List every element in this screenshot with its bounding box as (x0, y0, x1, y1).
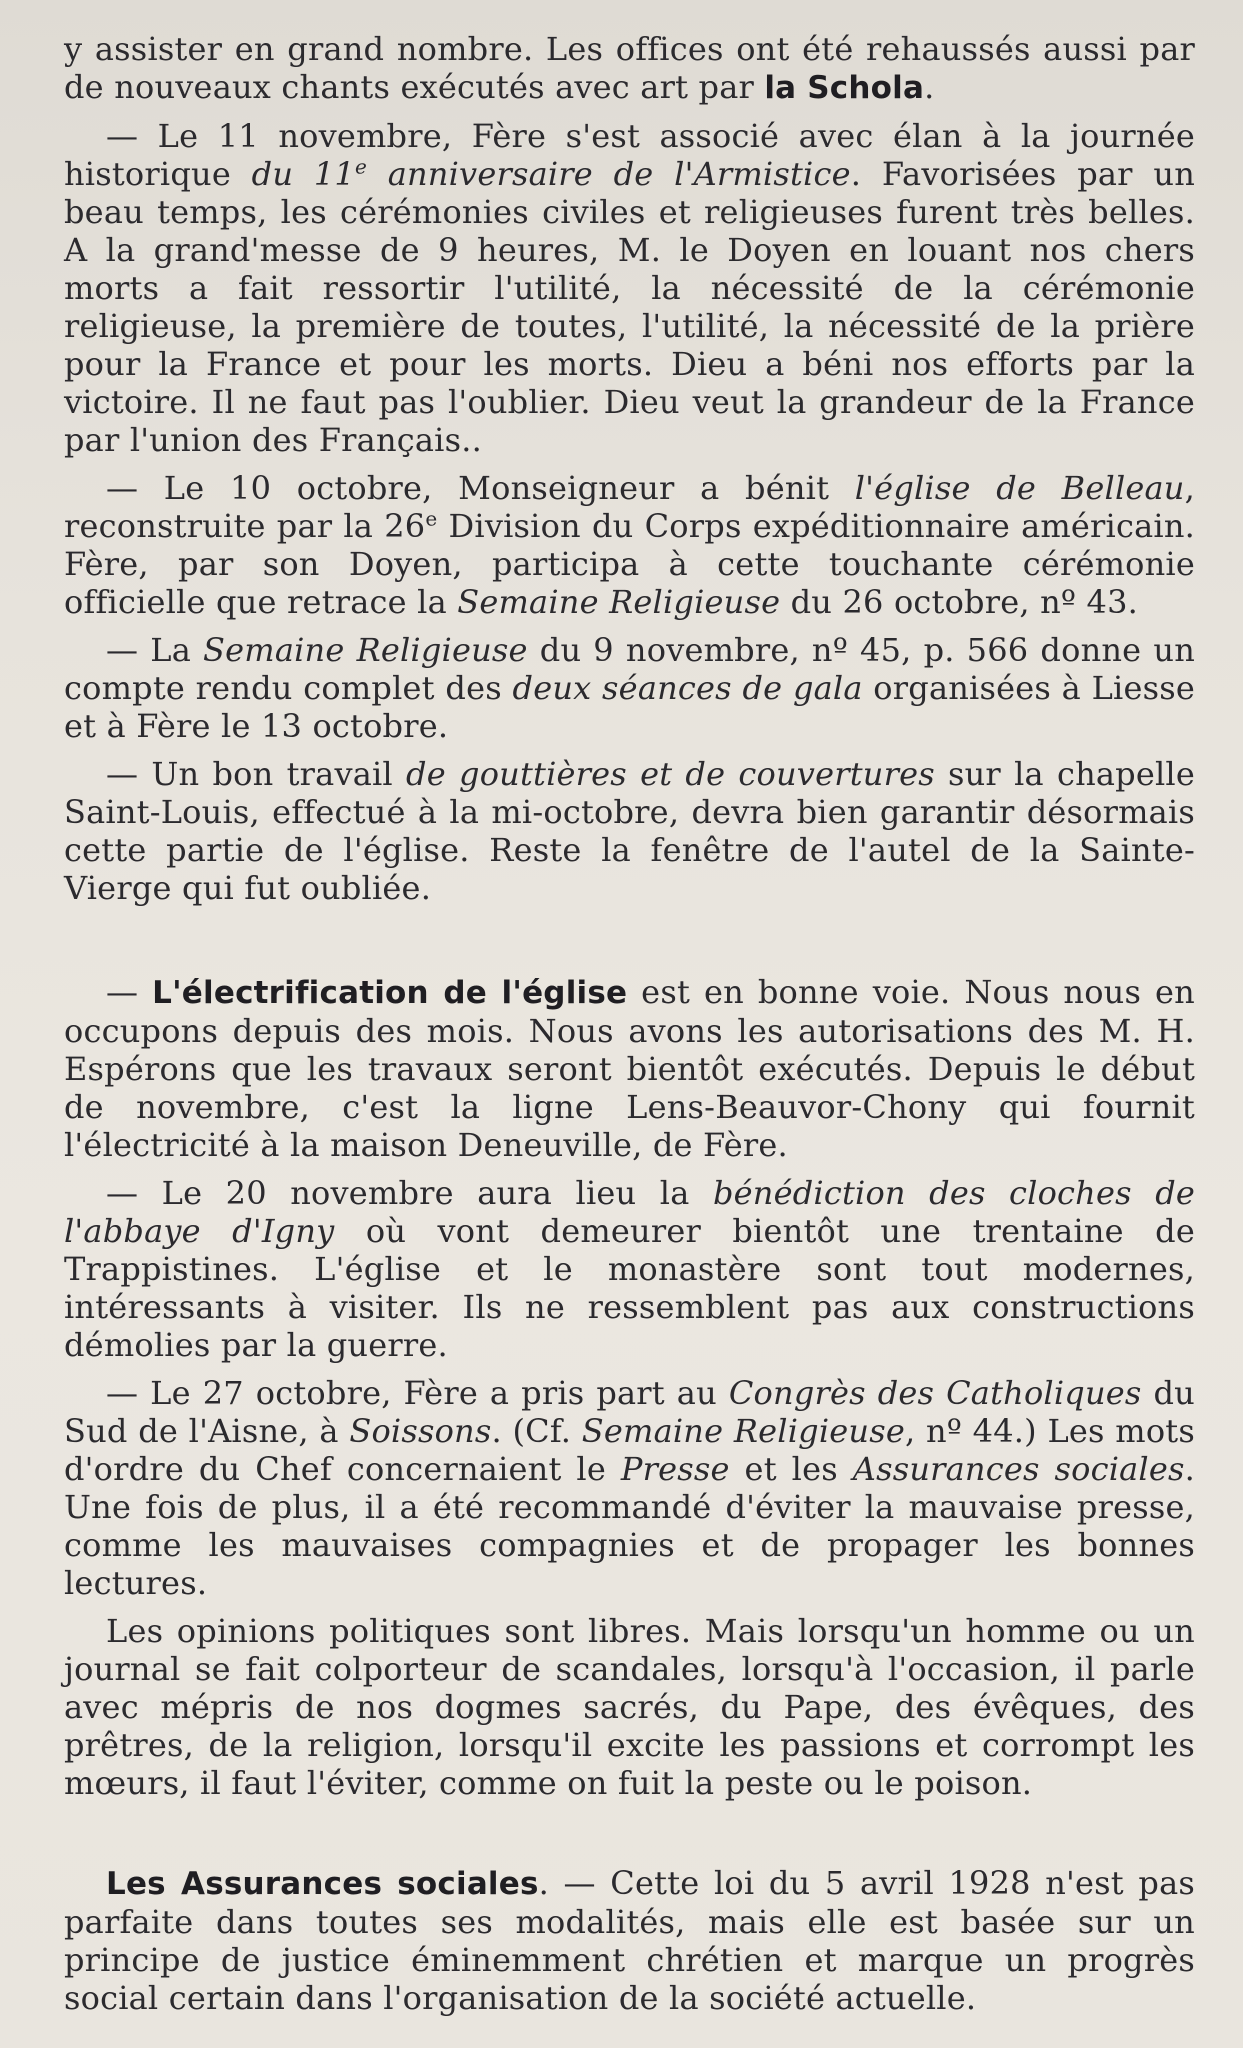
assurances-bold: Les Assurances sociales (106, 1866, 539, 1902)
paragraph-opinions: Les opinions politiques sont libres. Mais lorsqu'un homme ou un journal se fait colporteur de scandales, lorsqu'à l'occasion, il parle avec mépris de nos dogmes sacrés, du Pape, des évêques, des prêtres, de la religion, lorsqu'il excite les passions et corrompt les mœurs, il faut l'éviter, comme on fuit la peste ou le poison. (64, 1612, 1195, 1802)
paragraph-assurances: Les Assurances sociales. — Cette loi du 5 avril 1928 n'est pas parfaite dans toutes ses modalités, mais elle est basée sur un principe de justice éminemment chrétien et marque un progrès social certain dans l'organisation de la société actuelle. (64, 1864, 1195, 2017)
paragraph-belleau: — Le 10 octobre, Monseigneur a bénit l'église de Belleau, reconstruite par la 26e Division du Corps expéditionnaire américain. Fère, par son Doyen, participa à cette touchante cérémonie officielle que retrace la Semaine Religieuse du 26 octobre, nº 43. (64, 469, 1195, 621)
paragraph-schola: y assister en grand nombre. Les offices ont été rehaussés aussi par de nouveaux chants exécutés avec art par la Schola. (64, 30, 1195, 106)
paragraph-igny: — Le 20 novembre aura lieu la bénédiction des cloches de l'abbaye d'Igny où vont demeurer bientôt une trentaine de Trappistines. L'église et le monastère sont tout modernes, intéressants à visiter. Ils ne ressemblent pas aux constructions démolies par la guerre. (64, 1174, 1196, 1364)
electrification-bold: L'électrification de l'église (152, 975, 628, 1011)
paragraph-congres: — Le 27 octobre, Fère a pris part au Congrès des Catholiques du Sud de l'Aisne, à Soissons. (Cf. Semaine Religieuse, nº 44.) Les mots d'ordre du Chef concernaient le Presse et les Assurances sociales. Une fois de plus, il a été recommandé d'éviter la mauvaise presse, comme les mauvaises compagnies et de propager les bonnes lectures. (64, 1374, 1195, 1602)
paragraph-armistice: — Le 11 novembre, Fère s'est associé avec élan à la journée historique du 11e anniversaire de l'Armistice. Favorisées par un beau temps, les cérémonies civiles et religieuses furent très belles. A la grand'messe de 9 heures, M. le Doyen en louant nos chers morts a fait ressortir l'utilité, la nécessité de la cérémonie religieuse, la première de toutes, l'utilité, la nécessité de la prière pour la France et pour les morts. Dieu a béni nos efforts par la victoire. Il ne faut pas l'oublier. Dieu veut la grandeur de la France par l'union des Français.. (64, 117, 1195, 459)
paragraph-seances-gala: — La Semaine Religieuse du 9 novembre, nº 45, p. 566 donne un compte rendu complet des deux séances de gala organisées à Liesse et à Fère le 13 octobre. (64, 631, 1195, 745)
paragraph-gouttieres: — Un bon travail de gouttières et de couvertures sur la chapelle Saint-Louis, effectué à la mi-octobre, devra bien garantir désormais cette partie de l'église. Reste la fenêtre de l'autel de la Sainte-Vierge qui fut oubliée. (64, 755, 1195, 907)
schola-bold: la Schola (764, 70, 925, 106)
paragraph-electrification: — L'électrification de l'église est en bonne voie. Nous nous en occupons depuis des mois. Nous avons les autorisations des M. H. Espérons que les travaux seront bientôt exécutés. Depuis le début de novembre, c'est la ligne Lens-Beauvor-Chony qui fournit l'électricité à la maison Deneuville, de Fère. (64, 973, 1195, 1164)
